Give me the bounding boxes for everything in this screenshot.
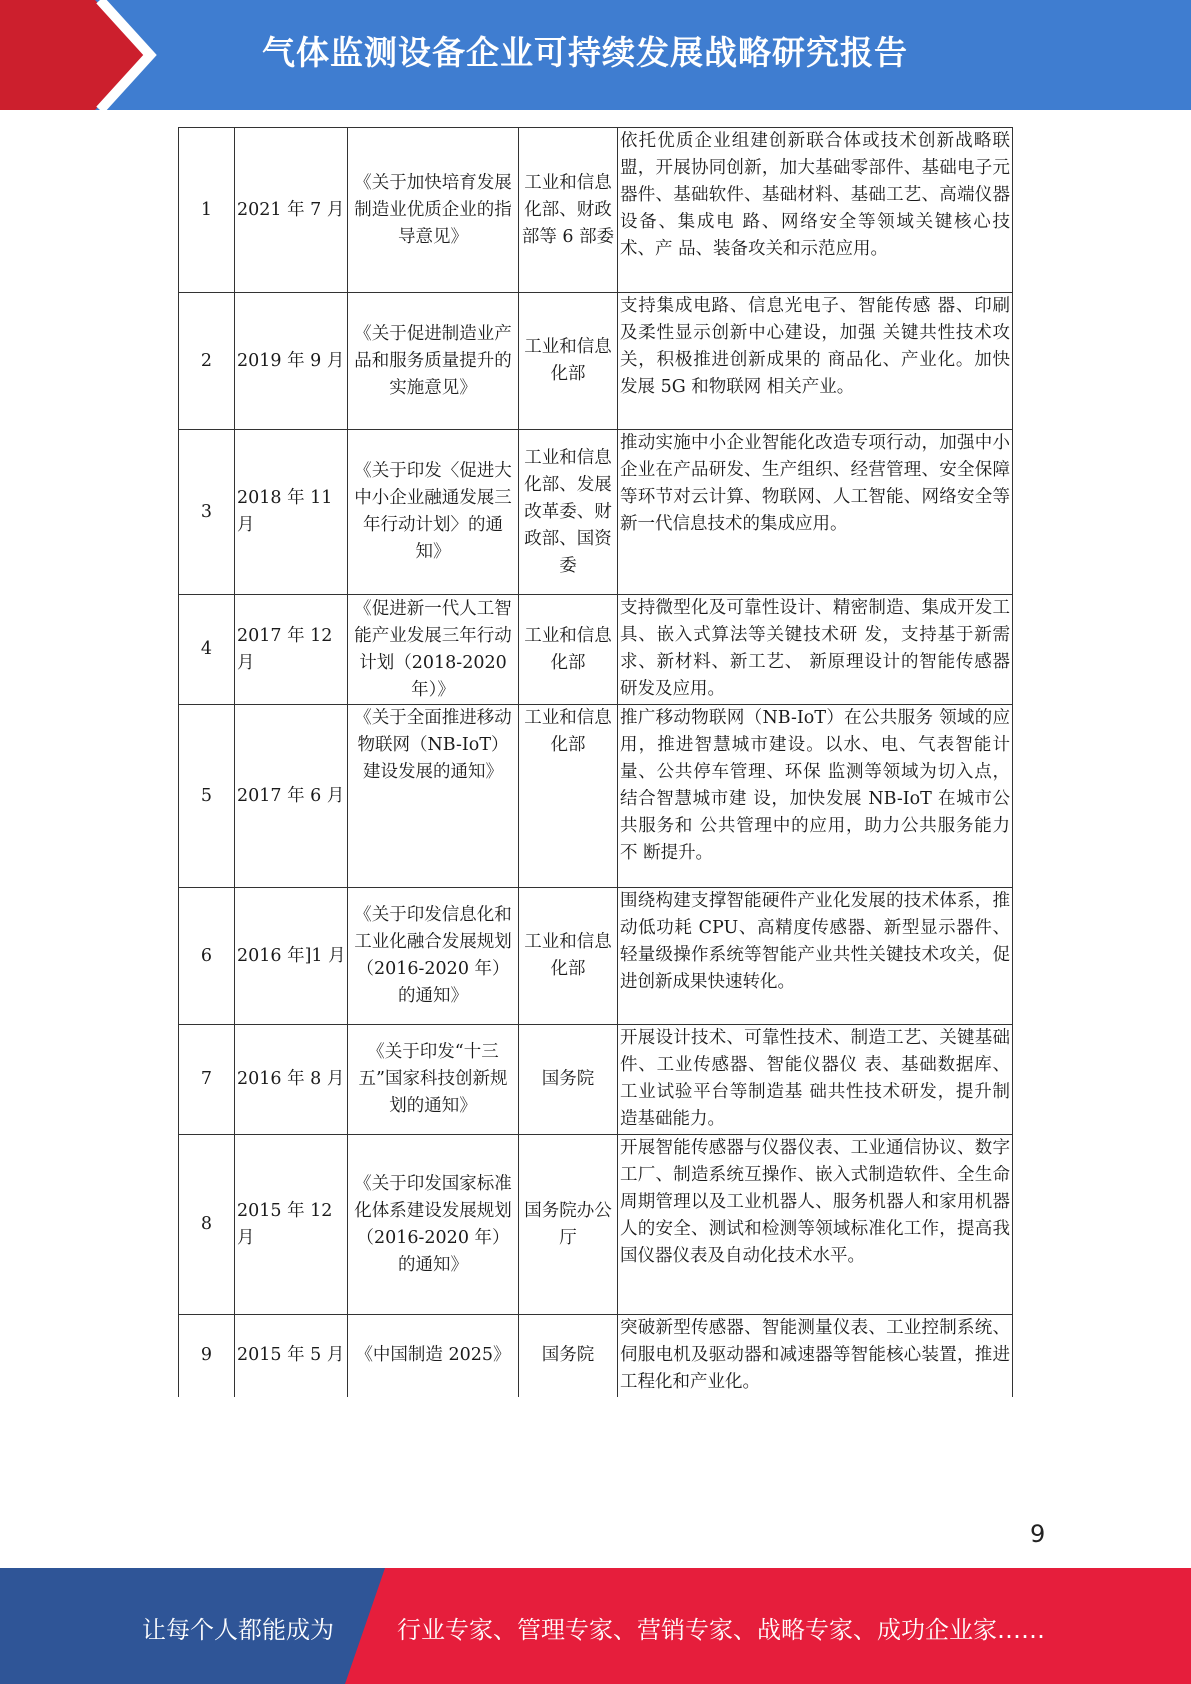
table-row bbox=[179, 705, 1013, 888]
policy-title: 《关于促进制造业产品和服务质量提升的实施意见》 bbox=[348, 293, 519, 430]
table-row bbox=[179, 128, 1013, 293]
policy-content: 支持微型化及可靠性设计、精密制造、集成开发工具、嵌入式算法等关键技术研 发，支持基于新需求、新材料、新工艺、 新原理设计的智能传感器研发及应用。 bbox=[618, 595, 1013, 705]
policy-content: 支持集成电路、信息光电子、智能传感 器、印刷及柔性显示创新中心建设，加强 关键共性技术攻关，积极推进创新成果的 商品化、产业化。加快发展 5G 和物联网 相关产业。 bbox=[618, 293, 1013, 430]
table-row bbox=[179, 1135, 1013, 1315]
header-arrow-decoration bbox=[0, 0, 170, 110]
issuing-department: 工业和信息化部 bbox=[519, 293, 618, 430]
row-number: 9 bbox=[179, 1315, 235, 1397]
policy-content: 围绕构建支撑智能硬件产业化发展的技术体系，推动低功耗 CPU、高精度传感器、新型显示器件、轻量级操作系统等智能产业共性关键技术攻关，促进创新成果快速转化。 bbox=[618, 888, 1013, 1025]
row-number: 7 bbox=[179, 1025, 235, 1135]
policy-date: 2015 年 12 月 bbox=[235, 1135, 348, 1315]
policy-title: 《促进新一代人工智能产业发展三年行动计划（2018-2020 年）》 bbox=[348, 595, 519, 705]
row-number: 8 bbox=[179, 1135, 235, 1315]
policy-title: 《关于印发“十三五”国家科技创新规划的通知》 bbox=[348, 1025, 519, 1135]
policy-content: 依托优质企业组建创新联合体或技术创新战略联盟，开展协同创新，加大基础零部件、基础电子元器件、基础软件、基础材料、基础工艺、高端仪器设备、集成电 路、网络安全等领域关键核心技术、产 品、装备攻关和示范应用。 bbox=[618, 128, 1013, 293]
row-number: 4 bbox=[179, 595, 235, 705]
policy-date: 2019 年 9 月 bbox=[235, 293, 348, 430]
policy-title: 《关于印发〈促进大中小企业融通发展三年行动计划〉的通知》 bbox=[348, 430, 519, 595]
row-number: 3 bbox=[179, 430, 235, 595]
policy-content: 开展智能传感器与仪器仪表、工业通信协议、数字工厂、制造系统互操作、嵌入式制造软件、全生命周期管理以及工业机器人、服务机器人和家用机器人的安全、测试和检测等领域标准化工作，提高我国仪器仪表及自动化技术水平。 bbox=[618, 1135, 1013, 1315]
page-header bbox=[0, 0, 1191, 110]
issuing-department: 工业和信息化部、发展改革委、财政部、国资委 bbox=[519, 430, 618, 595]
policy-date: 2015 年 5 月 bbox=[235, 1315, 348, 1397]
issuing-department: 工业和信息化部、财政部等 6 部委 bbox=[519, 128, 618, 293]
issuing-department: 国务院 bbox=[519, 1025, 618, 1135]
policy-title: 《关于全面推进移动物联网（NB-IoT）建设发展的通知》 bbox=[348, 705, 519, 888]
policy-date: 2017 年 6 月 bbox=[235, 705, 348, 888]
page-footer bbox=[0, 1568, 1191, 1684]
row-number: 5 bbox=[179, 705, 235, 888]
row-number: 6 bbox=[179, 888, 235, 1025]
issuing-department: 国务院 bbox=[519, 1315, 618, 1397]
table-row bbox=[179, 1315, 1013, 1397]
policy-date: 2017 年 12 月 bbox=[235, 595, 348, 705]
policy-title: 《关于印发国家标准化体系建设发展规划（2016-2020 年）的通知》 bbox=[348, 1135, 519, 1315]
policy-content: 推广移动物联网（NB-IoT）在公共服务 领域的应用，推进智慧城市建设。以水、电、气表智能计量、公共停车管理、环保 监测等领域为切入点，结合智慧城市建 设，加快发展 NB-IoT 在城市公共服务和 公共管理中的应用，助力公共服务能力不 断提升。 bbox=[618, 705, 1013, 888]
table-row bbox=[179, 293, 1013, 430]
report-title: 气体监测设备企业可持续发展战略研究报告 bbox=[262, 33, 908, 72]
table-row bbox=[179, 430, 1013, 595]
row-number: 2 bbox=[179, 293, 235, 430]
issuing-department: 国务院办公厅 bbox=[519, 1135, 618, 1315]
row-number: 1 bbox=[179, 128, 235, 293]
policy-content: 推动实施中小企业智能化改造专项行动，加强中小企业在产品研发、生产组织、经营管理、安全保障等环节对云计算、物联网、人工智能、网络安全等新一代信息技术的集成应用。 bbox=[618, 430, 1013, 595]
policy-date: 2016 年]1 月 bbox=[235, 888, 348, 1025]
footer-slogan-right: 行业专家、管理专家、营销专家、战略专家、成功企业家…… bbox=[397, 1616, 1045, 1644]
policy-title: 《中国制造 2025》 bbox=[348, 1315, 519, 1397]
issuing-department: 工业和信息化部 bbox=[519, 595, 618, 705]
page-number: 9 bbox=[1030, 1520, 1046, 1548]
policy-date: 2021 年 7 月 bbox=[235, 128, 348, 293]
table-row bbox=[179, 1025, 1013, 1135]
policy-table bbox=[178, 127, 1013, 1397]
policy-date: 2016 年 8 月 bbox=[235, 1025, 348, 1135]
issuing-department: 工业和信息化部 bbox=[519, 888, 618, 1025]
policy-content: 突破新型传感器、智能测量仪表、工业控制系统、伺服电机及驱动器和减速器等智能核心装置，推进工程化和产业化。 bbox=[618, 1315, 1013, 1397]
policy-title: 《关于加快培育发展制造业优质企业的指导意见》 bbox=[348, 128, 519, 293]
table-row bbox=[179, 595, 1013, 705]
issuing-department: 工业和信息化部 bbox=[519, 705, 618, 888]
footer-slogan-left: 让每个人都能成为 bbox=[142, 1616, 334, 1644]
policy-content: 开展设计技术、可靠性技术、制造工艺、关键基础件、工业传感器、智能仪器仪 表、基础数据库、工业试验平台等制造基 础共性技术研发，提升制造基础能力。 bbox=[618, 1025, 1013, 1135]
policy-title: 《关于印发信息化和工业化融合发展规划（2016-2020 年）的通知》 bbox=[348, 888, 519, 1025]
policy-date: 2018 年 11 月 bbox=[235, 430, 348, 595]
table-row bbox=[179, 888, 1013, 1025]
